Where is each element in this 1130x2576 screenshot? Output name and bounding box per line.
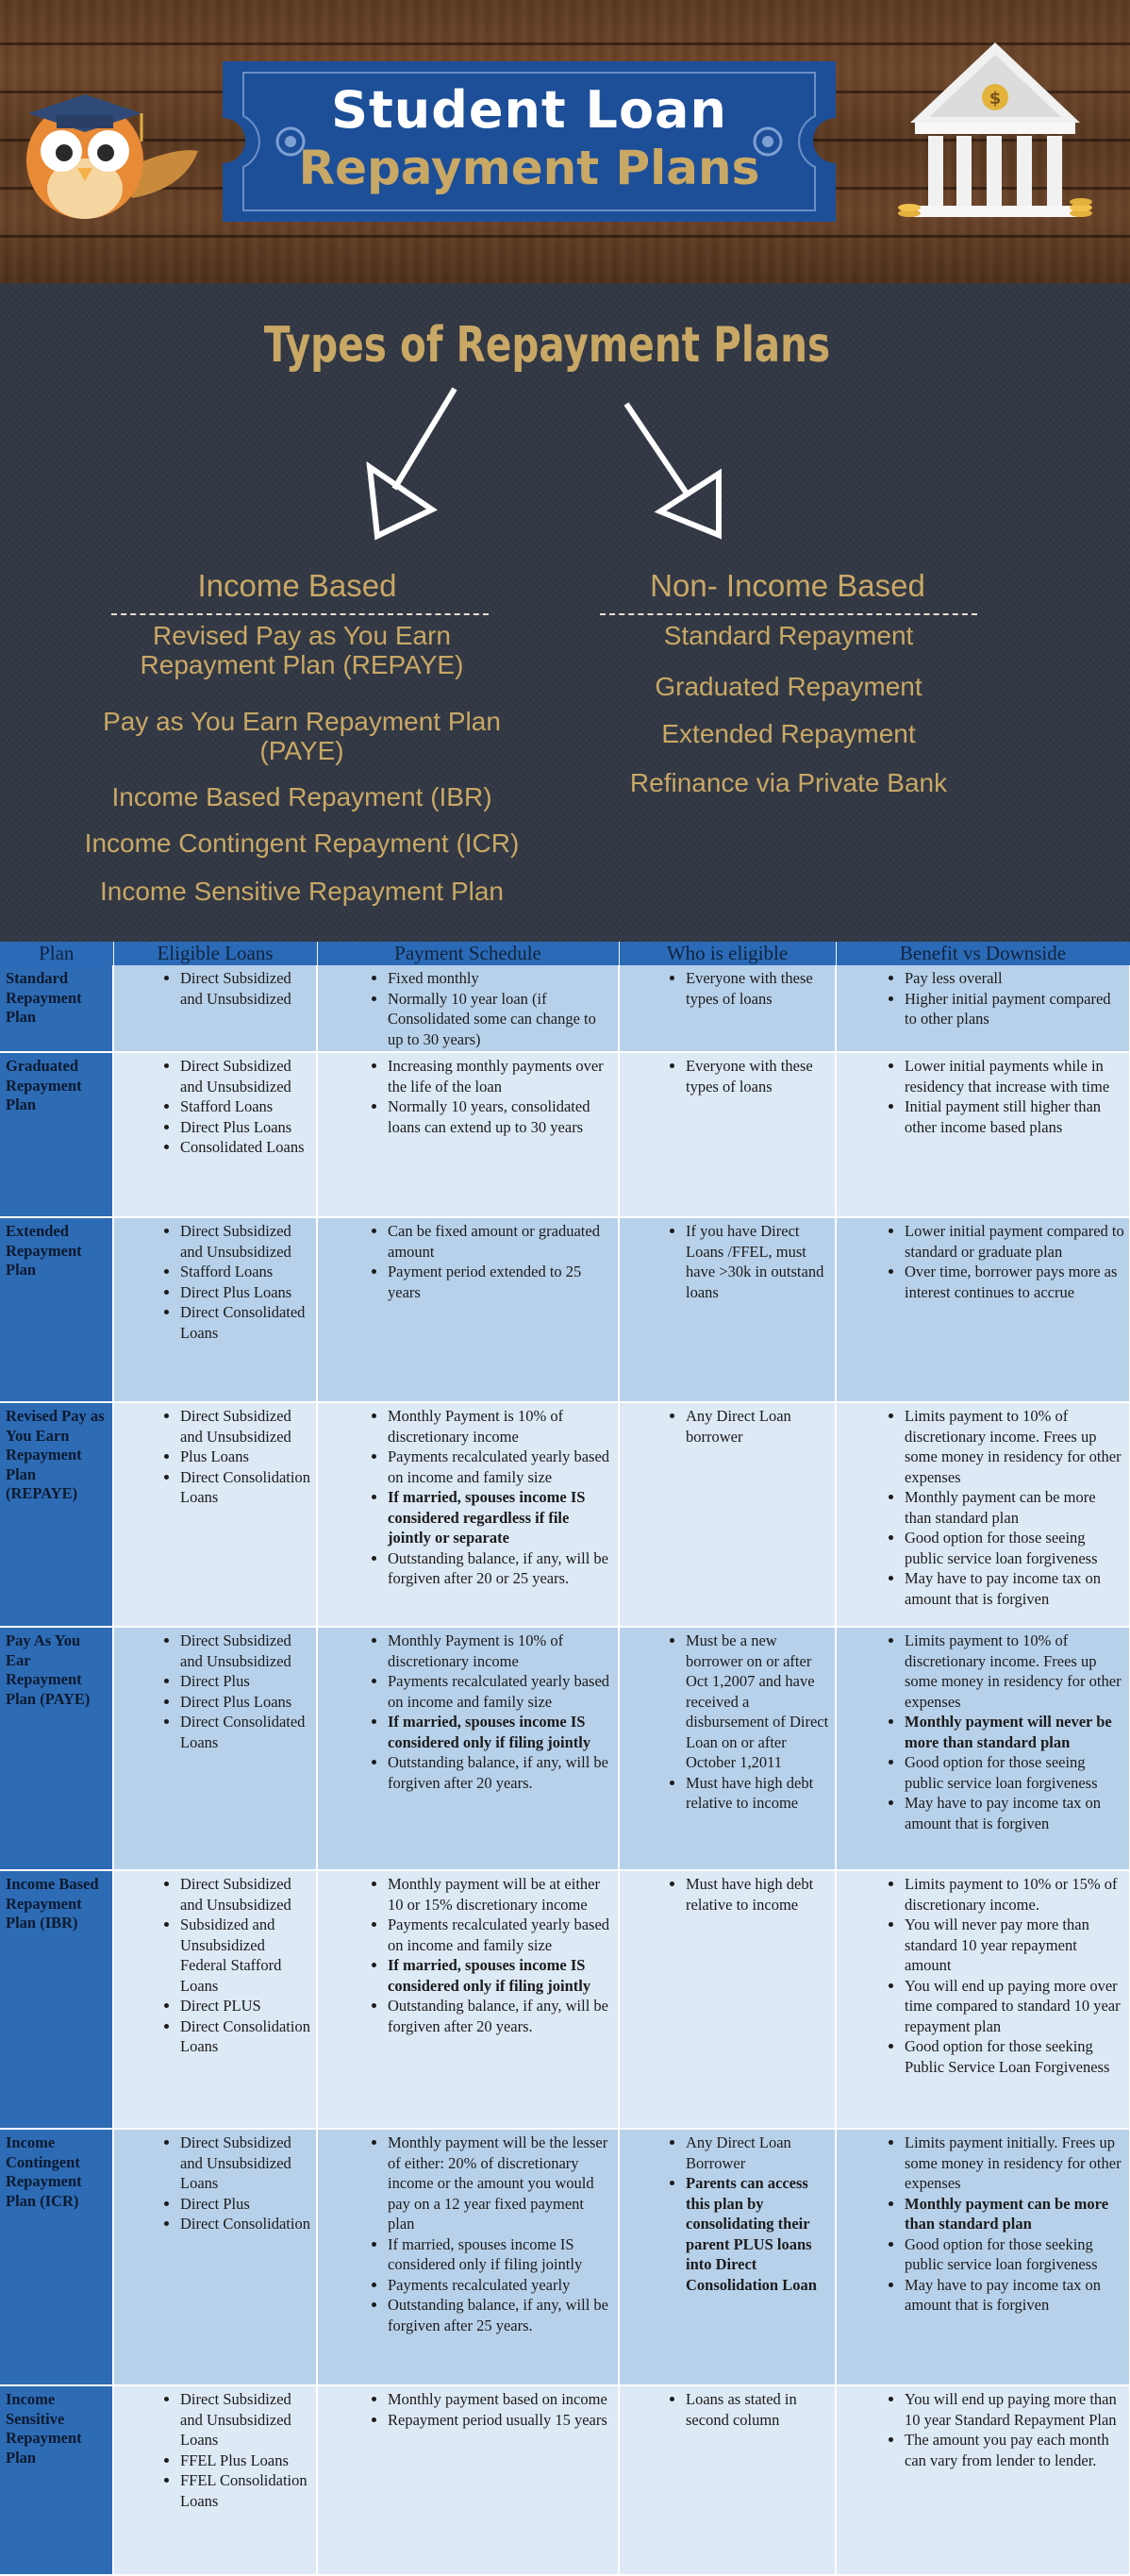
payment-schedule-cell (317, 1402, 619, 1627)
header-plan: Plan (0, 942, 113, 965)
list-item: • Monthly payment will be at either 10 or 15% discretionary income (388, 1874, 614, 1915)
payment-schedule-cell (317, 1870, 619, 2129)
list-item: • Any Direct Loan Borrower (686, 2133, 831, 2173)
benefit-cell (836, 1870, 1130, 2129)
payment-schedule-cell (317, 1627, 619, 1870)
list-item: • Outstanding balance, if any, will be forgiven after 20 years. (388, 1752, 614, 1793)
list-item: • Payment period extended to 25 years (388, 1262, 614, 1302)
eligible-loans-cell (113, 1402, 317, 1627)
list-item: • Good option for those seeing public service loan forgiveness (905, 1528, 1125, 1568)
list-item: • The amount you pay each month can vary from lender to lender. (905, 2430, 1125, 2470)
bank-dollar-sign: $ (989, 89, 1002, 109)
list-item: • If you have Direct Loans /FFEL, must have >30k in outstand loans (686, 1221, 831, 1302)
plan-name: Income Contingent Repayment Plan (ICR) (0, 2129, 113, 2385)
list-item: • Direct Subsidized and Unsubsidized (180, 968, 312, 1009)
table-row (0, 965, 1130, 1052)
income-option-isr: Income Sensitive Repayment Plan (100, 877, 504, 906)
plan-name: Income Based Repayment Plan (IBR) (0, 1870, 113, 2129)
arrows-graphic (0, 283, 1130, 566)
header-payment-schedule: Payment Schedule (317, 942, 619, 965)
list-item: • Lower initial payments while in residency that increase with time (905, 1056, 1125, 1096)
list-item: • Direct Consolidation Loans (180, 1467, 312, 1508)
eligible-loans-cell (113, 2129, 317, 2385)
list-item: • Pay less overall (905, 968, 1125, 989)
list-item: • Any Direct Loan borrower (686, 1406, 831, 1447)
list-item: • May have to pay income tax on amount that is forgiven (905, 2275, 1125, 2316)
list-item: • Increasing monthly payments over the life of the loan (388, 1056, 614, 1096)
list-item: • Direct Subsidized and Unsubsidized (180, 1874, 312, 1915)
list-item: • You will end up paying more over time compared to standard 10 year repayment plan (905, 1976, 1125, 2037)
eligible-loans-cell (113, 1627, 317, 1870)
eligible-loans-cell (113, 2385, 317, 2575)
list-item: • Payments recalculated yearly based on income and family size (388, 1447, 614, 1487)
non-income-based-heading: Non- Income Based (650, 568, 925, 603)
who-eligible-cell (619, 2385, 836, 2575)
list-item: • Payments recalculated yearly (388, 2275, 614, 2296)
list-item: • Good option for those seeking Public Service Loan Forgiveness (905, 2036, 1125, 2077)
plan-name: Pay As You Ear Repayment Plan (PAYE) (0, 1627, 113, 1870)
who-eligible-cell (619, 1627, 836, 1870)
list-item: • Stafford Loans (180, 1096, 312, 1117)
owl-mascot-icon (9, 57, 208, 226)
list-item: • Outstanding balance, if any, will be forgiven after 25 years. (388, 2295, 614, 2335)
header-benefit-vs-downside: Benefit vs Downside (836, 942, 1130, 965)
arrow-left-icon (370, 389, 455, 536)
benefit-cell (836, 1402, 1130, 1627)
list-item: • Subsidized and Unsubsidized Federal Stafford Loans (180, 1915, 312, 1996)
list-item: • Can be fixed amount or graduated amount (388, 1221, 614, 1262)
list-item: • Direct Subsidized and Unsubsidized Loans (180, 2389, 312, 2451)
income-based-divider (111, 613, 489, 615)
list-item: • Outstanding balance, if any, will be forgiven after 20 years. (388, 1996, 614, 2036)
payment-schedule-cell (317, 1052, 619, 1217)
benefit-cell (836, 2385, 1130, 2575)
list-item: • Must have high debt relative to income (686, 1874, 831, 1915)
list-item: • Direct Consolidation (180, 2214, 312, 2234)
list-item: • Limits payment to 10% of discretionary income. Frees up some money in residency for other expenses (905, 1406, 1125, 1487)
list-item: • If married, spouses income IS considered regardless if file jointly or separate (388, 1487, 614, 1548)
list-item: • Outstanding balance, if any, will be forgiven after 20 or 25 years. (388, 1548, 614, 1589)
list-item: • May have to pay income tax on amount that is forgiven (905, 1568, 1125, 1609)
eligible-loans-cell (113, 965, 317, 1052)
table-row (0, 1627, 1130, 1870)
header-who-is-eligible: Who is eligible (619, 942, 836, 965)
payment-schedule-cell (317, 2385, 619, 2575)
list-item: • Consolidated Loans (180, 1137, 312, 1158)
list-item: • You will never pay more than standard 10 year repayment amount (905, 1915, 1125, 1976)
list-item: • Stafford Loans (180, 1262, 312, 1282)
plan-name: Revised Pay as You Earn Repayment Plan (REPAYE) (0, 1402, 113, 1627)
list-item: • Higher initial payment compared to other plans (905, 989, 1125, 1029)
list-item: • Repayment period usually 15 years (388, 2410, 614, 2431)
list-item: • Direct Consolidated Loans (180, 1302, 312, 1343)
repayment-plans-table (0, 942, 1130, 2576)
who-eligible-cell (619, 1052, 836, 1217)
list-item: • Lower initial payment compared to standard or graduate plan (905, 1221, 1125, 1262)
list-item: • FFEL Consolidation Loans (180, 2470, 312, 2511)
list-item: • Monthly Payment is 10% of discretionary income (388, 1631, 614, 1671)
list-item: • Direct Subsidized and Unsubsidized (180, 1631, 312, 1671)
list-item: • Monthly Payment is 10% of discretionary income (388, 1406, 614, 1447)
list-item: • Monthly payment can be more than standard plan (905, 2194, 1125, 2234)
non-income-option-extended: Extended Repayment (661, 719, 916, 748)
who-eligible-cell (619, 2129, 836, 2385)
payment-schedule-cell (317, 1217, 619, 1402)
who-eligible-cell (619, 1402, 836, 1627)
list-item: • If married, spouses income IS considered only if filing jointly (388, 1955, 614, 1996)
list-item: • Direct Subsidized and Unsubsidized (180, 1406, 312, 1447)
list-item: • Normally 10 year loan (if Consolidated some can change to up to 30 years) (388, 989, 614, 1050)
list-item: • May have to pay income tax on amount that is forgiven (905, 1793, 1125, 1833)
list-item: • Direct PLUS (180, 1996, 312, 2016)
table-row (0, 2129, 1130, 2385)
income-option-icr: Income Contingent Repayment (ICR) (84, 828, 520, 858)
header-eligible-loans: Eligible Loans (113, 942, 317, 965)
list-item: • Payments recalculated yearly based on income and family size (388, 1671, 614, 1712)
list-item: • Must have high debt relative to income (686, 1773, 831, 1814)
plan-name: Extended Repayment Plan (0, 1217, 113, 1402)
payment-schedule-cell (317, 2129, 619, 2385)
types-title: Types of Repayment Plans (263, 317, 831, 374)
list-item: • Over time, borrower pays more as interest continues to accrue (905, 1262, 1125, 1302)
eligible-loans-cell (113, 1870, 317, 2129)
list-item: • Direct Plus Loans (180, 1282, 312, 1303)
list-item: • Limits payment to 10% of discretionary income. Frees up some money in residency for other expenses (905, 1631, 1125, 1712)
list-item: • Fixed monthly (388, 968, 614, 989)
income-based-heading: Income Based (197, 568, 397, 603)
non-income-option-refinance: Refinance via Private Bank (629, 768, 948, 797)
eligible-loans-cell (113, 1217, 317, 1402)
income-option-ibr: Income Based Repayment (IBR) (111, 782, 492, 811)
non-income-option-standard: Standard Repayment (663, 621, 914, 650)
list-item: • Loans as stated in second column (686, 2389, 831, 2430)
arrow-right-icon (626, 404, 719, 535)
list-item: • Must be a new borrower on or after Oct 1,2007 and have received a disbursement of Direct Loan on or after October 1,2011 (686, 1631, 831, 1773)
who-eligible-cell (619, 965, 836, 1052)
list-item: • Monthly payment can be more than standard plan (905, 1487, 1125, 1528)
plan-name: Income Sensitive Repayment Plan (0, 2385, 113, 2575)
list-item: • Monthly payment based on income (388, 2389, 614, 2410)
list-item: • Good option for those seeking public service loan forgiveness (905, 2234, 1125, 2275)
benefit-cell (836, 1052, 1130, 1217)
who-eligible-cell (619, 1217, 836, 1402)
income-option-repaye: Revised Pay as You Earn Repayment Plan (REPAYE) (140, 621, 464, 679)
table-row (0, 1402, 1130, 1627)
list-item: • Direct Plus Loans (180, 1117, 312, 1138)
list-item: • Direct Consolidation Loans (180, 2016, 312, 2057)
table-header-row (0, 942, 1130, 965)
benefit-cell (836, 2129, 1130, 2385)
list-item: • Parents can access this plan by consolidating their parent PLUS loans into Direct Consolidation Loan (686, 2173, 831, 2295)
list-item: • If married, spouses income IS considered only if filing jointly (388, 2234, 614, 2275)
list-item: • You will end up paying more than 10 year Standard Repayment Plan (905, 2389, 1125, 2430)
benefit-cell (836, 1217, 1130, 1402)
list-item: • Plus Loans (180, 1447, 312, 1467)
list-item: • Good option for those seeing public service loan forgiveness (905, 1752, 1125, 1793)
list-item: • If married, spouses income IS considered only if filing jointly (388, 1712, 614, 1752)
payment-schedule-cell (317, 965, 619, 1052)
list-item: • Limits payment to 10% or 15% of discretionary income. (905, 1874, 1125, 1915)
list-item: • Monthly payment will be the lesser of either: 20% of discretionary income or the amount you would pay on a 12 year fixed payment plan (388, 2133, 614, 2234)
list-item: • Direct Plus (180, 2194, 312, 2215)
title-line-2: Repayment Plans (298, 141, 760, 195)
table-row (0, 1217, 1130, 1402)
table-row (0, 1052, 1130, 1217)
types-section (0, 283, 1130, 942)
list-item: • Limits payment initially. Frees up some money in residency for other expenses (905, 2133, 1125, 2194)
eligible-loans-cell (113, 1052, 317, 1217)
list-item: • Direct Subsidized and Unsubsidized (180, 1056, 312, 1096)
title-line-1: Student Loan (331, 80, 727, 140)
list-item: • Direct Plus Loans (180, 1692, 312, 1713)
list-item: • Everyone with these types of loans (686, 1056, 831, 1096)
plan-name: Graduated Repayment Plan (0, 1052, 113, 1217)
list-item: • FFEL Plus Loans (180, 2451, 312, 2471)
list-item: • Everyone with these types of loans (686, 968, 831, 1009)
non-income-option-graduated: Graduated Repayment (655, 672, 922, 701)
list-item: • Direct Plus (180, 1671, 312, 1692)
non-income-based-divider (600, 613, 977, 615)
list-item: • Direct Consolidated Loans (180, 1712, 312, 1752)
header (0, 0, 1130, 283)
list-item: • Direct Subsidized and Unsubsidized (180, 1221, 312, 1262)
list-item: • Payments recalculated yearly based on income and family size (388, 1915, 614, 1955)
title-banner (223, 61, 836, 222)
bank-building-icon (896, 38, 1094, 226)
list-item: • Monthly payment will never be more than standard plan (905, 1712, 1125, 1752)
plan-name: Standard Repayment Plan (0, 965, 113, 1052)
list-item: • Initial payment still higher than other income based plans (905, 1096, 1125, 1137)
table-row (0, 2385, 1130, 2575)
who-eligible-cell (619, 1870, 836, 2129)
benefit-cell (836, 1627, 1130, 1870)
income-option-paye: Pay as You Earn Repayment Plan (PAYE) (103, 707, 501, 765)
table-row (0, 1870, 1130, 2129)
list-item: • Direct Subsidized and Unsubsidized Loans (180, 2133, 312, 2194)
list-item: • Normally 10 years, consolidated loans can extend up to 30 years (388, 1096, 614, 1137)
benefit-cell (836, 965, 1130, 1052)
